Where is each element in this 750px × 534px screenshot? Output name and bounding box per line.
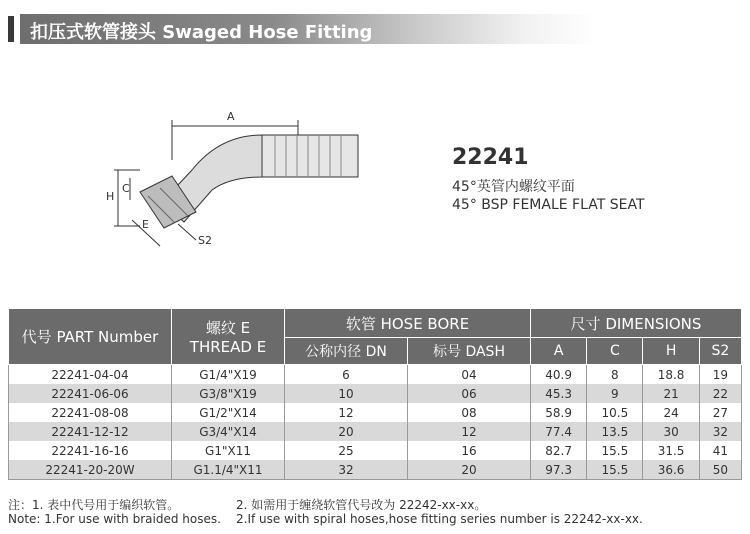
- cell-h: 24: [643, 403, 699, 422]
- cell-dn: 20: [285, 422, 408, 441]
- cell-dn: 25: [285, 441, 408, 460]
- part-description-en: 45° BSP FEMALE FLAT SEAT: [452, 197, 645, 213]
- table-row: [9, 422, 742, 441]
- cell-h: 18.8: [643, 365, 699, 385]
- cell-c: 9: [587, 384, 643, 403]
- cell-h: 21: [643, 384, 699, 403]
- cell-s2: 27: [699, 403, 741, 422]
- cell-thread: G3/4"X14: [172, 422, 285, 441]
- cell-c: 8: [587, 365, 643, 385]
- cell-a: 97.3: [531, 460, 587, 480]
- table-row: [9, 460, 742, 480]
- cell-s2: 50: [699, 460, 741, 480]
- col-dash: 标号 DASH: [408, 338, 531, 365]
- cell-a: 77.4: [531, 422, 587, 441]
- cell-part: 22241-12-12: [9, 422, 172, 441]
- note-2-en: 2.If use with spiral hoses,hose fitting series number is 22242-xx-xx.: [236, 512, 643, 526]
- cell-part: 22241-08-08: [9, 403, 172, 422]
- cell-dash: 12: [408, 422, 531, 441]
- cell-dash: 20: [408, 460, 531, 480]
- dim-s2-line: [178, 224, 196, 240]
- cell-h: 36.6: [643, 460, 699, 480]
- cell-a: 58.9: [531, 403, 587, 422]
- cell-part: 22241-06-06: [9, 384, 172, 403]
- note-1-en: Note: 1.For use with braided hoses.: [8, 512, 221, 526]
- cell-c: 10.5: [587, 403, 643, 422]
- cell-thread: G1/2"X14: [172, 403, 285, 422]
- col-s2: S2: [699, 338, 741, 365]
- col-a: A: [531, 338, 587, 365]
- cell-dn: 32: [285, 460, 408, 480]
- cell-s2: 22: [699, 384, 741, 403]
- part-model-number: 22241: [452, 145, 529, 170]
- col-c: C: [587, 338, 643, 365]
- cell-dn: 10: [285, 384, 408, 403]
- cell-part: 22241-16-16: [9, 441, 172, 460]
- col-h: H: [643, 338, 699, 365]
- part-description-cn: 45°英管内螺纹平面: [452, 179, 575, 195]
- fitting-drawing: [100, 100, 380, 260]
- dim-s2-label: S2: [198, 234, 212, 247]
- page-title: 扣压式软管接头 Swaged Hose Fitting: [30, 22, 373, 43]
- cell-c: 15.5: [587, 441, 643, 460]
- col-thread-cn: 螺纹 E: [205, 319, 251, 337]
- cell-dash: 06: [408, 384, 531, 403]
- cell-part: 22241-20-20W: [9, 460, 172, 480]
- table-row: [9, 384, 742, 403]
- cell-s2: 19: [699, 365, 741, 385]
- dim-a-label: A: [227, 110, 235, 123]
- page-header: [0, 14, 750, 46]
- col-dn: 公称内径 DN: [285, 338, 408, 365]
- cell-c: 15.5: [587, 460, 643, 480]
- table-row: [9, 365, 742, 385]
- cell-part: 22241-04-04: [9, 365, 172, 385]
- cell-dash: 04: [408, 365, 531, 385]
- note-2-cn: 2. 如需用于缠绕软管代号改为 22242-xx-xx。: [236, 498, 487, 512]
- cell-dash: 08: [408, 403, 531, 422]
- specification-table: [8, 308, 742, 480]
- dim-h-label: H: [106, 190, 115, 203]
- group-dimensions: 尺寸 DIMENSIONS: [531, 309, 742, 338]
- dim-e-label: E: [142, 218, 149, 231]
- cell-thread: G1"X11: [172, 441, 285, 460]
- col-part-number: 代号 PART Number: [9, 309, 172, 365]
- header-accent-bar: [8, 16, 14, 42]
- cell-a: 40.9: [531, 365, 587, 385]
- cell-a: 45.3: [531, 384, 587, 403]
- cell-s2: 32: [699, 422, 741, 441]
- cell-thread: G1/4"X19: [172, 365, 285, 385]
- cell-dash: 16: [408, 441, 531, 460]
- hose-tail: [262, 135, 358, 177]
- cell-h: 31.5: [643, 441, 699, 460]
- cell-dn: 6: [285, 365, 408, 385]
- group-hose-bore: 软管 HOSE BORE: [285, 309, 531, 338]
- col-thread: [172, 309, 285, 365]
- cell-dn: 12: [285, 403, 408, 422]
- note-1-cn: 注：1. 表中代号用于编织软管。: [8, 498, 180, 512]
- col-thread-en: THREAD E: [189, 338, 267, 356]
- table-row: [9, 403, 742, 422]
- table-row: [9, 441, 742, 460]
- cell-a: 82.7: [531, 441, 587, 460]
- cell-h: 30: [643, 422, 699, 441]
- dim-c-label: C: [122, 182, 130, 195]
- cell-thread: G1.1/4"X11: [172, 460, 285, 480]
- cell-s2: 41: [699, 441, 741, 460]
- cell-c: 13.5: [587, 422, 643, 441]
- cell-thread: G3/8"X19: [172, 384, 285, 403]
